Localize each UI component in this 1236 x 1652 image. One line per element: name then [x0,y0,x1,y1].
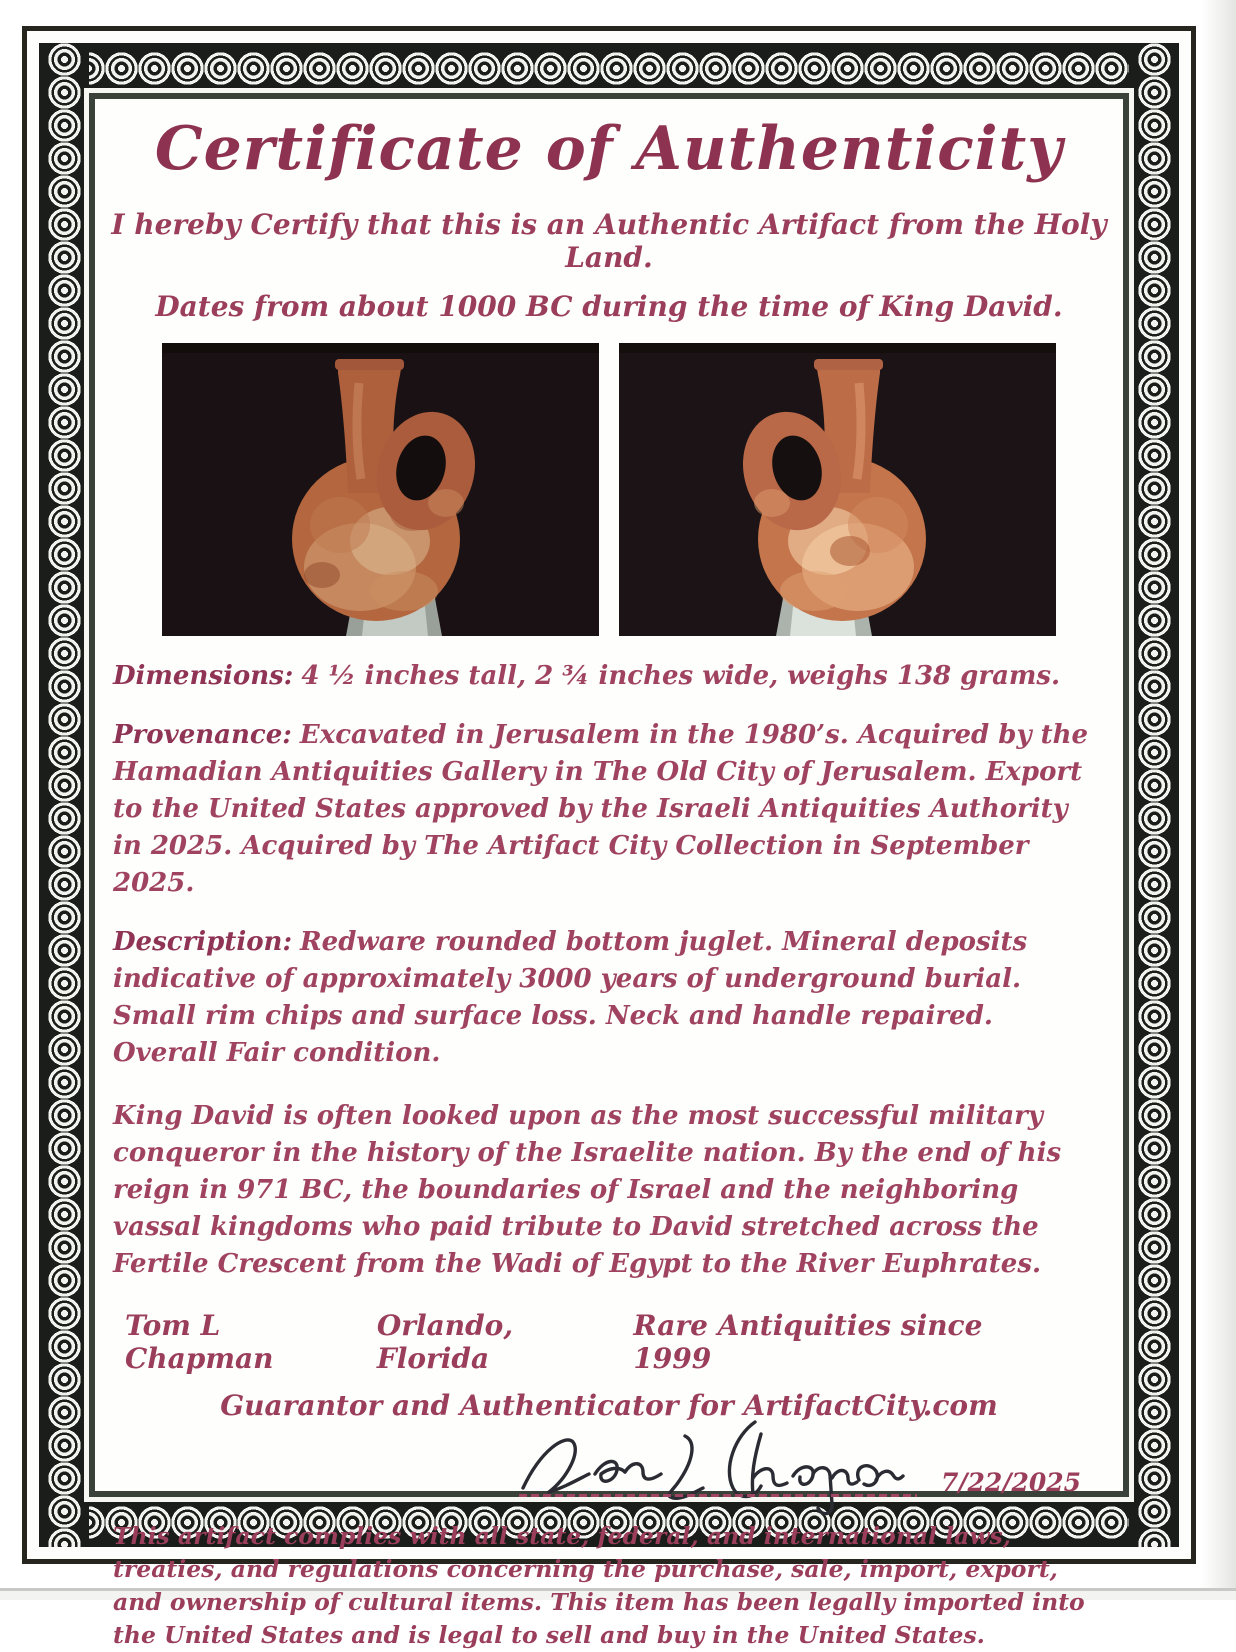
authenticator-name: Tom L Chapman [125,1309,274,1375]
scan-edge-right [1202,0,1236,1600]
artifact-photos-row [111,343,1107,636]
certificate-body [89,93,1129,1649]
bullseye-border-right [1129,43,1179,1547]
description-paragraph [111,924,1107,1072]
signature-date: 7/22/2025 [941,1468,1082,1497]
juglet-illustration-mirrored [619,343,1056,636]
handwritten-signature [507,1408,907,1520]
dimensions-label: Dimensions: [113,661,294,691]
authenticator-row [111,1309,1107,1375]
dimensions-paragraph [111,658,1107,695]
authenticator-tagline: Rare Antiquities since 1999 [633,1309,983,1375]
certificate-outer-frame [22,26,1196,1649]
signature-line [519,1494,917,1497]
artifact-photo-left [162,343,599,636]
legal-paragraph: This artifact complies with all state, federal, and international laws, treaties, and regulations concerning the purchase, sale, import, export, and ownership of cultural items. This item has been legally imported into the United States and is legal to sell and buy in the United States. [113,1522,1085,1649]
description-text: Redware rounded bottom juglet. Mineral deposits indicative of approximately 3000 years of underground burial. Small rim chips and surface loss. Neck and handle repaired. Overall Fair condition. [113,927,1028,1068]
provenance-label: Provenance: [113,720,292,750]
certify-statement: I hereby Certify that this is an Authentic Artifact from the Holy Land. [111,208,1107,274]
dating-statement: Dates from about 1000 BC during the time of King David. [155,290,1063,323]
provenance-paragraph [111,717,1107,902]
artifact-photo-right [619,343,1056,636]
history-paragraph: King David is often looked upon as the most successful military conqueror in the history of the Israelite nation. By the end of his reign in 971 BC, the boundaries of Israel and the neighboring vassal kingdoms who paid tribute to David stretched across the Fertile Crescent from the Wadi of Egypt to the River Euphrates. [113,1101,1062,1279]
provenance-text: Excavated in Jerusalem in the 1980’s. Acquired by the Hamadian Antiquities Gallery in The Old City of Jerusalem. Export to the United States approved by the Israeli Antiquities Authority in 2025. Acquired by The Artifact City Collection in September 2025. [113,720,1089,898]
signature-block [111,1424,1107,1520]
bullseye-border-band [39,43,1179,1649]
certificate-title: Certificate of Authenticity [154,114,1064,184]
dimensions-text: 4 ½ inches tall, 2 ¾ inches wide, weighs 138 grams. [301,661,1061,691]
authenticator-location: Orlando, Florida [376,1309,514,1375]
bullseye-border-left [39,43,89,1547]
description-label: Description: [113,927,293,957]
guarantor-line: Guarantor and Authenticator for ArtifactCity.com [220,1389,998,1422]
bullseye-border-top [39,43,1179,93]
juglet-illustration [162,343,599,636]
